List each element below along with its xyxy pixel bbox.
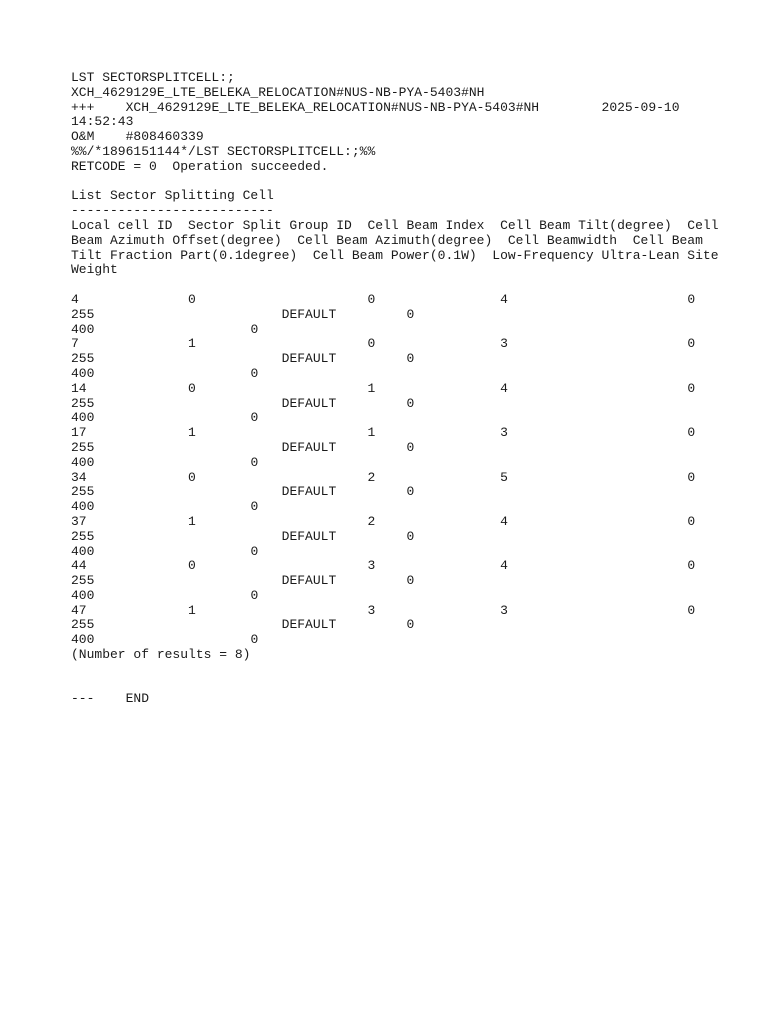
column-gap (196, 425, 368, 440)
cell-azimuth-offset: 0 (687, 291, 696, 307)
column-gap (375, 603, 500, 618)
cell-beam-index: 2 (367, 513, 376, 529)
cell-beam-index: 3 (367, 602, 376, 618)
om-id: #808460339 (125, 129, 204, 145)
echo-line: %%/*1896151144*/LST SECTORSPLITCELL:;%% (71, 143, 376, 159)
table-row (71, 337, 751, 381)
cell-beam-power: 400 (71, 587, 95, 603)
cell-beam-index: 1 (367, 425, 376, 441)
column-gap (508, 558, 687, 573)
column-gap (94, 322, 250, 337)
cell-beamwidth: DEFAULT (281, 439, 337, 455)
column-gap (94, 544, 250, 559)
cell-beam-tilt: 4 (500, 513, 508, 529)
column-gap (94, 440, 281, 455)
cell-beam-azimuth: 255 (71, 439, 95, 455)
cell-beam-azimuth: 255 (71, 306, 95, 322)
column-gap (375, 470, 500, 485)
cell-local-cell-id: 17 (71, 425, 87, 441)
row-line (71, 456, 751, 471)
cell-ultra-lean-weight: 0 (250, 587, 259, 603)
row-line (71, 530, 751, 545)
cell-tilt-fraction: 0 (406, 484, 415, 500)
om-line (71, 130, 751, 145)
om-label: O&M (71, 129, 95, 145)
column-gap (87, 425, 188, 440)
row-line (71, 367, 751, 382)
cell-beam-azimuth: 255 (71, 528, 95, 544)
row-line (71, 633, 751, 648)
cell-beam-tilt: 3 (500, 336, 508, 352)
cell-local-cell-id: 7 (71, 336, 79, 352)
cell-ultra-lean-weight: 0 (250, 632, 259, 648)
column-gap (508, 336, 687, 351)
column-gap (336, 573, 406, 588)
mml-report (71, 71, 751, 707)
cell-beam-azimuth: 255 (71, 351, 95, 367)
cell-local-cell-id: 47 (71, 602, 87, 618)
table-row (71, 604, 751, 648)
cell-tilt-fraction: 0 (406, 351, 415, 367)
cell-beam-power: 400 (71, 365, 95, 381)
column-header-line: Tilt Fraction Part(0.1degree) Cell Beam Power(0.1W) Low-Frequency Ultra-Lean Site (71, 247, 719, 263)
table-row (71, 382, 751, 426)
cell-split-group-id: 0 (188, 380, 196, 396)
row-line (71, 441, 751, 456)
column-gap (87, 381, 188, 396)
cell-local-cell-id: 34 (71, 469, 87, 485)
cell-beamwidth: DEFAULT (281, 395, 337, 411)
cell-tilt-fraction: 0 (406, 617, 415, 633)
column-gap (94, 499, 250, 514)
cell-beam-index: 1 (367, 380, 376, 396)
column-gap (94, 588, 250, 603)
table-row (71, 293, 751, 337)
cell-beam-power: 400 (71, 632, 95, 648)
column-gap (336, 529, 406, 544)
table-row (71, 471, 751, 515)
column-header-line: Beam Azimuth Offset(degree) Cell Beam Azimuth(degree) Cell Beamwidth Cell Beam (71, 232, 703, 248)
cell-beam-power: 400 (71, 410, 95, 426)
cell-azimuth-offset: 0 (687, 336, 696, 352)
report-ne-name: XCH_4629129E_LTE_BELEKA_RELOCATION#NUS-NB-PYA-5403#NH (125, 99, 540, 115)
cell-local-cell-id: 14 (71, 380, 87, 396)
row-line (71, 485, 751, 500)
column-gap (196, 381, 368, 396)
cell-beam-tilt: 3 (500, 425, 508, 441)
row-line (71, 426, 751, 441)
column-gap (87, 603, 188, 618)
cell-beam-tilt: 4 (500, 291, 508, 307)
table-row (71, 426, 751, 470)
column-gap (196, 603, 368, 618)
cell-beam-tilt: 3 (500, 602, 508, 618)
cell-beam-power: 400 (71, 499, 95, 515)
column-gap (336, 396, 406, 411)
column-gap (336, 440, 406, 455)
cell-beam-tilt: 4 (500, 380, 508, 396)
column-gap (508, 425, 687, 440)
cell-split-group-id: 0 (188, 469, 196, 485)
column-gap (375, 558, 500, 573)
column-gap (79, 292, 188, 307)
column-gap (94, 366, 250, 381)
column-gap (196, 558, 368, 573)
cell-beam-index: 0 (367, 336, 376, 352)
report-time: 14:52:43 (71, 114, 134, 130)
row-line (71, 293, 751, 308)
cell-ultra-lean-weight: 0 (250, 321, 259, 337)
cell-beamwidth: DEFAULT (281, 617, 337, 633)
column-gap (94, 410, 250, 425)
cell-beam-azimuth: 255 (71, 395, 95, 411)
cell-tilt-fraction: 0 (406, 395, 415, 411)
column-gap (508, 470, 687, 485)
row-line (71, 604, 751, 619)
cell-tilt-fraction: 0 (406, 439, 415, 455)
column-gap (94, 455, 250, 470)
column-gap (94, 351, 281, 366)
cell-beamwidth: DEFAULT (281, 528, 337, 544)
row-line (71, 500, 751, 515)
column-gap (94, 632, 250, 647)
column-gap (375, 514, 500, 529)
command-line: LST SECTORSPLITCELL:; (71, 70, 235, 85)
row-line (71, 352, 751, 367)
cell-beam-tilt: 5 (500, 469, 508, 485)
column-header-line: Local cell ID Sector Split Group ID Cell Beam Index Cell Beam Tilt(degree) Cell (71, 217, 719, 233)
table-row (71, 515, 751, 559)
row-line (71, 337, 751, 352)
row-line (71, 411, 751, 426)
column-gap (196, 292, 368, 307)
cell-beamwidth: DEFAULT (281, 306, 337, 322)
result-count: (Number of results = 8) (71, 647, 251, 663)
cell-local-cell-id: 44 (71, 558, 87, 574)
cell-beam-azimuth: 255 (71, 484, 95, 500)
column-gap (94, 396, 281, 411)
cell-beam-power: 400 (71, 543, 95, 559)
cell-azimuth-offset: 0 (687, 558, 696, 574)
cell-split-group-id: 0 (188, 291, 196, 307)
cell-azimuth-offset: 0 (687, 380, 696, 396)
cell-beam-azimuth: 255 (71, 617, 95, 633)
column-gap (87, 514, 188, 529)
cell-ultra-lean-weight: 0 (250, 365, 259, 381)
cell-split-group-id: 1 (188, 336, 196, 352)
end-marker: --- END (71, 691, 150, 707)
cell-azimuth-offset: 0 (687, 425, 696, 441)
row-line (71, 397, 751, 412)
cell-azimuth-offset: 0 (687, 602, 696, 618)
cell-split-group-id: 1 (188, 602, 196, 618)
column-gap (375, 381, 500, 396)
column-gap (87, 470, 188, 485)
cell-beam-index: 2 (367, 469, 376, 485)
row-line (71, 471, 751, 486)
report-date: 2025-09-10 (601, 99, 680, 115)
row-line (71, 559, 751, 574)
result-rows (71, 293, 751, 648)
cell-ultra-lean-weight: 0 (250, 543, 259, 559)
report-prefix: +++ (71, 99, 95, 115)
blank-line (71, 663, 751, 678)
cell-beamwidth: DEFAULT (281, 351, 337, 367)
column-header-line: Weight (71, 262, 118, 278)
row-line (71, 323, 751, 338)
row-line (71, 545, 751, 560)
retcode-line: RETCODE = 0 Operation succeeded. (71, 158, 329, 174)
ne-name-line: XCH_4629129E_LTE_BELEKA_RELOCATION#NUS-NB-PYA-5403#NH (71, 84, 485, 100)
column-gap (94, 484, 281, 499)
column-gap (196, 514, 368, 529)
row-line (71, 308, 751, 323)
cell-beam-power: 400 (71, 454, 95, 470)
section-title: List Sector Splitting Cell (71, 188, 274, 204)
cell-local-cell-id: 37 (71, 513, 87, 529)
cell-azimuth-offset: 0 (687, 513, 696, 529)
cell-beamwidth: DEFAULT (281, 484, 337, 500)
cell-ultra-lean-weight: 0 (250, 410, 259, 426)
column-gap (79, 336, 188, 351)
row-line (71, 618, 751, 633)
section-underline: -------------------------- (71, 203, 274, 219)
cell-beam-index: 0 (367, 291, 376, 307)
cell-tilt-fraction: 0 (406, 573, 415, 589)
row-line (71, 574, 751, 589)
column-gap (87, 558, 188, 573)
report-header-line (71, 101, 751, 116)
cell-split-group-id: 1 (188, 513, 196, 529)
cell-split-group-id: 0 (188, 558, 196, 574)
column-gap (196, 336, 368, 351)
cell-beam-power: 400 (71, 321, 95, 337)
cell-beam-azimuth: 255 (71, 573, 95, 589)
column-gap (94, 307, 281, 322)
column-gap (508, 292, 687, 307)
column-gap (508, 381, 687, 396)
cell-tilt-fraction: 0 (406, 306, 415, 322)
column-gap (508, 514, 687, 529)
cell-ultra-lean-weight: 0 (250, 454, 259, 470)
column-gap (336, 307, 406, 322)
column-gap (375, 425, 500, 440)
column-gap (336, 617, 406, 632)
blank-line (71, 678, 751, 693)
cell-beamwidth: DEFAULT (281, 573, 337, 589)
row-line (71, 515, 751, 530)
cell-tilt-fraction: 0 (406, 528, 415, 544)
blank-line (71, 278, 751, 293)
column-gap (375, 336, 500, 351)
row-line (71, 589, 751, 604)
column-gap (336, 351, 406, 366)
row-line (71, 382, 751, 397)
cell-azimuth-offset: 0 (687, 469, 696, 485)
cell-beam-tilt: 4 (500, 558, 508, 574)
cell-ultra-lean-weight: 0 (250, 499, 259, 515)
column-gap (94, 529, 281, 544)
column-gap (196, 470, 368, 485)
cell-beam-index: 3 (367, 558, 376, 574)
column-gap (94, 573, 281, 588)
table-row (71, 559, 751, 603)
cell-local-cell-id: 4 (71, 291, 79, 307)
column-gap (375, 292, 500, 307)
column-gap (94, 617, 281, 632)
blank-line (71, 175, 751, 190)
cell-split-group-id: 1 (188, 425, 196, 441)
column-gap (336, 484, 406, 499)
column-gap (508, 603, 687, 618)
